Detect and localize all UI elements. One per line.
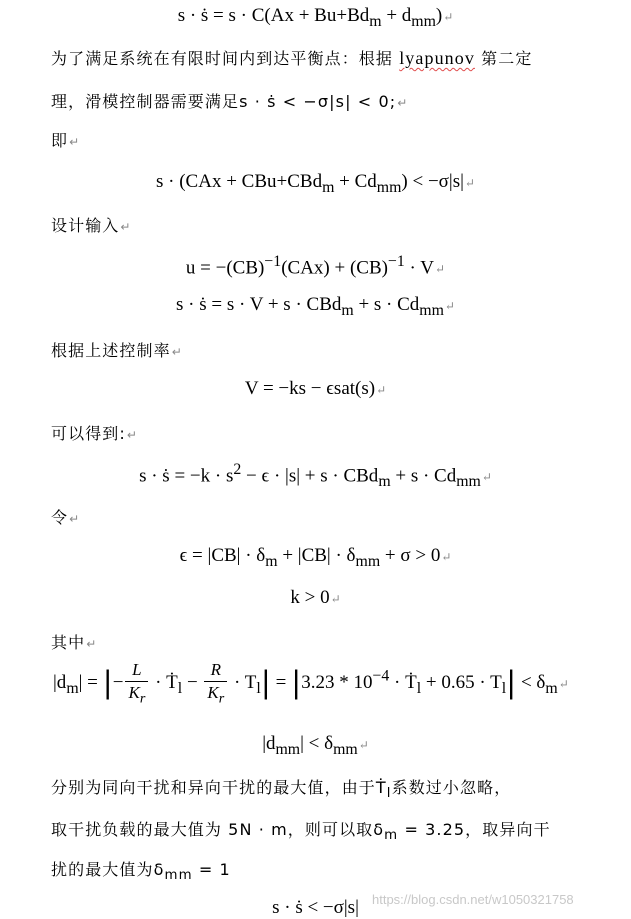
eq-line-1: s · ṡ = $s \cdot C(Ax + Bu+Bd_m$ + $d_{mm})↵$ <box>177 5 454 30</box>
eq-line-15: k > 0↵ <box>290 587 341 608</box>
text-line-2: 为了满足系统在有限时间内到达平衡点：根据 lyapunov 第二定 <box>51 48 533 68</box>
text-line-3: 理，滑模控制器需要满足s · ṡ < −σ|s| < 0;↵ <box>51 92 409 111</box>
text-line-13: 令↵ <box>51 508 81 527</box>
eq-line-14: $\epsilon = |CB| \cdot \delta_m + |CB| \cdot \delta_{mm} + \sigma$ > 0↵ <box>179 545 452 570</box>
eq-line-10: V = −ks − ϵsat(s)↵ <box>244 378 387 399</box>
fraction-l-kr: $\frac{L}{K_r}$ <box>125 660 148 707</box>
eq-line-12: s · ṡ = $-k \cdot s^2 - \epsilon \cdot |s| + s \cdot CBd_m + s$ · $Cd_{mm}↵$ <box>139 461 492 491</box>
fraction-r-kr: $\frac{R}{K_r}$ <box>204 660 227 707</box>
text-line-6: 设计输入↵ <box>51 216 132 235</box>
eq-line-7: u = −(CB)$^{-1}$(CAx) + (CB)$^{-1}$ · V↵ <box>185 253 446 279</box>
eq-line-17: $|d_m|$ = |− $\frac{L}{K_r}$ · Ṫ$_l$ − $\frac{R}{K_r}$ · $T_l| = |3.23 * 10^{-4}$ · Ṫ$_l$ + $0.65 \cdot T_l|$ < $\delta_m↵$ <box>53 660 569 707</box>
spellcheck-word: lyapunov <box>399 48 475 68</box>
text-line-20: 取干扰负载的最大值为 5N · m，则可以取$\delta_m = 3.25$，取异向干 <box>51 820 551 844</box>
paragraph-mark: ↵ <box>443 10 454 24</box>
text-line-11: 可以得到:↵ <box>51 424 139 443</box>
text-line-19: 分别为同向干扰和异向干扰的最大值，由于Ṫ$_l$系数过小忽略， <box>51 778 512 802</box>
eq-line-22: s · ṡ < −σ|s| <box>272 897 359 918</box>
eq-line-8: s · ṡ = $s \cdot V + s \cdot CBd_m + s \cdot Cd_{mm}↵$ <box>176 294 455 319</box>
text-line-9: 根据上述控制率↵ <box>51 341 183 360</box>
eq-line-5: $s \cdot (CAx + CBu+CBd_m + Cd_{mm})$ < −σ|s|↵ <box>156 171 475 196</box>
text-line-16: 其中↵ <box>51 633 98 652</box>
text-line-21: 扰的最大值为$\delta_{mm} = 1$ <box>51 860 231 884</box>
watermark: https://blog.csdn.net/w1050321758 <box>372 892 574 907</box>
eq-line-18: $|d_{mm}|$ < $\delta_{mm}↵$ <box>262 733 369 758</box>
text-line-4: 即↵ <box>51 131 81 150</box>
